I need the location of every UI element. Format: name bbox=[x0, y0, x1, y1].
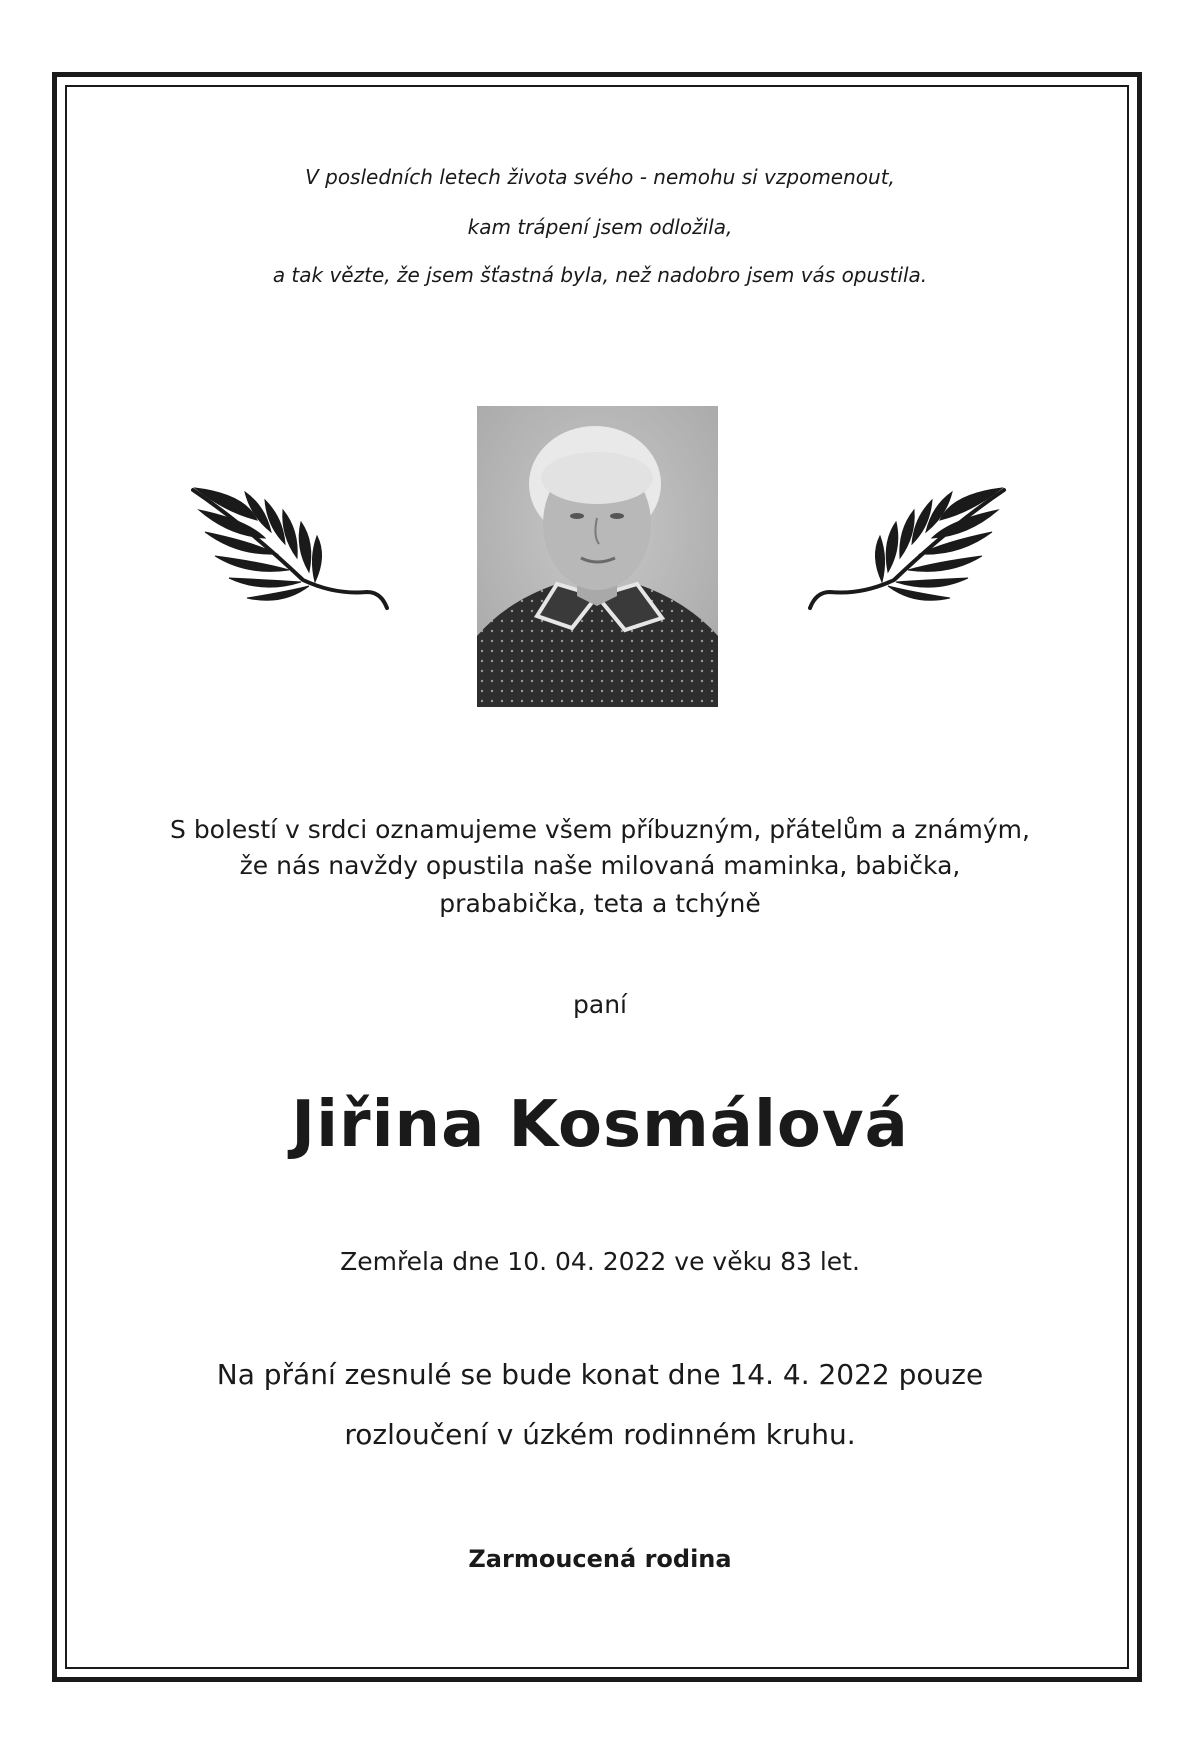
announcement-line-3: prababička, teta a tchýně bbox=[439, 889, 761, 918]
announcement-line-2: že nás navždy opustila naše milovaná maminka, babička, bbox=[239, 851, 961, 880]
title-word: paní bbox=[573, 990, 627, 1019]
funeral-line-2: rozloučení v úzkém rodinném kruhu. bbox=[344, 1418, 856, 1451]
portrait-photo-drawing bbox=[477, 406, 718, 707]
deceased-name: Jiřina Kosmálová bbox=[291, 1088, 909, 1162]
death-notice: Zemřela dne 10. 04. 2022 ve věku 83 let. bbox=[340, 1247, 860, 1276]
palm-branch-left-icon bbox=[185, 480, 390, 615]
portrait-photo bbox=[477, 406, 718, 707]
signature: Zarmoucená rodina bbox=[468, 1545, 732, 1573]
funeral-line-1: Na přání zesnulé se bude konat dne 14. 4. 2022 pouze bbox=[216, 1358, 984, 1391]
verse-line-3: a tak vězte, že jsem šťastná byla, než nadobro jsem vás opustila. bbox=[272, 263, 928, 287]
verse-line-2: kam trápení jsem odložila, bbox=[467, 215, 733, 239]
palm-branch-right-icon bbox=[807, 480, 1012, 615]
verse-line-1: V posledních letech života svého - nemohu si vzpomenout, bbox=[305, 165, 895, 189]
announcement-line-1: S bolestí v srdci oznamujeme všem příbuzným, přátelům a známým, bbox=[170, 815, 1030, 844]
